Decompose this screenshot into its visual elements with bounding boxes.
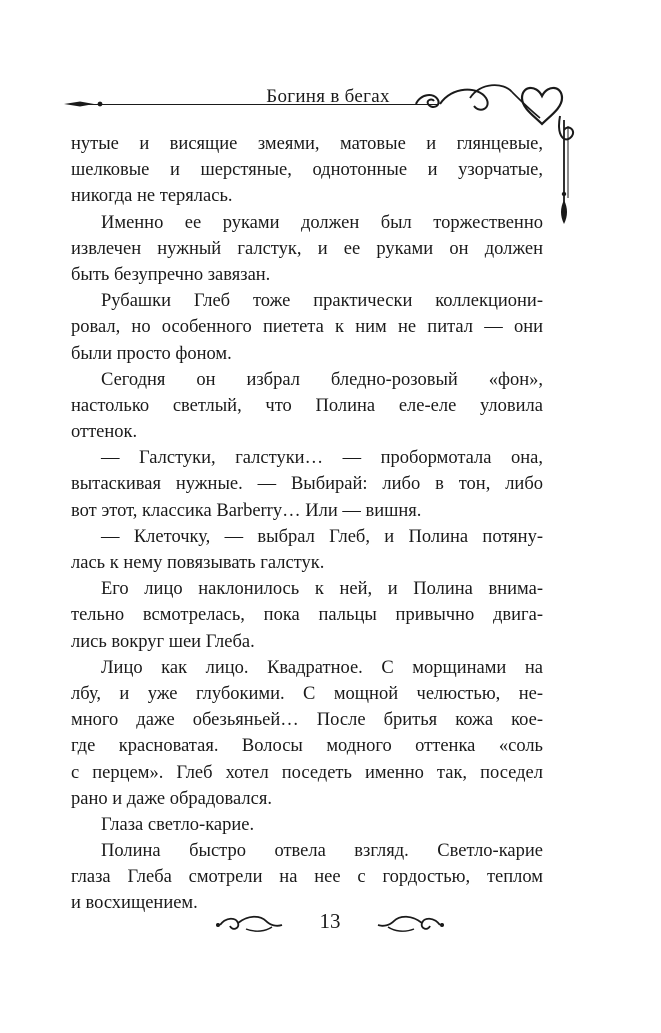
text-line: никогда не терялась.	[71, 186, 233, 207]
text-line: Рубашки Глеб тоже практически коллекциони-	[101, 291, 543, 312]
text-line: Его лицо наклонилось к ней, и Полина внима-	[101, 579, 543, 600]
text-line: тельно всмотрелась, пока пальцы привычно двига-	[71, 605, 543, 626]
text-line: вот этот, классика Barberry… Или — вишня.	[71, 500, 422, 521]
text-line: с перцем». Глеб хотел поседеть именно так, поседел	[71, 762, 543, 783]
running-title: Богиня в бегах	[266, 86, 390, 107]
text-line: шелковые и шерстяные, однотонные и узорчатые,	[71, 160, 543, 181]
text-line: настолько светлый, что Полина еле-еле уловила	[71, 395, 543, 416]
text-line: нутые и висящие змеями, матовые и глянцевые,	[71, 134, 543, 154]
text-line: Именно ее руками должен был торжественно	[101, 212, 543, 233]
text-line: Сегодня он избрал бледно-розовый «фон»,	[101, 369, 543, 390]
text-line: Глаза светло-карие.	[101, 814, 255, 835]
text-line: рано и даже обрадовался.	[71, 788, 272, 809]
text-line: где красноватая. Волосы модного оттенка «соль	[71, 736, 543, 757]
text-line: лбу, и уже глубокими. С мощной челюстью, не-	[71, 683, 543, 704]
text-line: лись вокруг шеи Глеба.	[71, 631, 255, 652]
text-line: глаза Глеба смотрели на нее с гордостью, теплом	[71, 867, 543, 888]
text-line: лась к нему повязывать галстук.	[71, 553, 325, 573]
text-line: Лицо как лицо. Квадратное. С морщинами на	[101, 657, 543, 678]
text-line: извлечен нужный галстук, и ее руками он должен	[71, 238, 543, 259]
text-line: были просто фоном.	[71, 343, 232, 364]
text-line: вытаскивая нужные. — Выбирай: либо в тон, либо	[71, 474, 543, 495]
text-line: оттенок.	[71, 422, 138, 443]
text-line: — Галстуки, галстуки… — пробормотала она,	[101, 448, 543, 469]
text-line: — Клеточку, — выбрал Глеб, и Полина потяну-	[101, 526, 543, 547]
text-line: Полина быстро отвела взгляд. Светло-карие	[101, 841, 543, 862]
text-line: ровал, но особенного пиетета к ним не питал — они	[71, 317, 543, 338]
text-line: быть безупречно завязан.	[71, 264, 271, 285]
page-number: 13	[319, 909, 341, 933]
text-line: много даже обезьяньей… После бритья кожа кое-	[71, 710, 543, 731]
page-text	[71, 131, 543, 917]
text-line: и восхищением.	[71, 893, 198, 914]
